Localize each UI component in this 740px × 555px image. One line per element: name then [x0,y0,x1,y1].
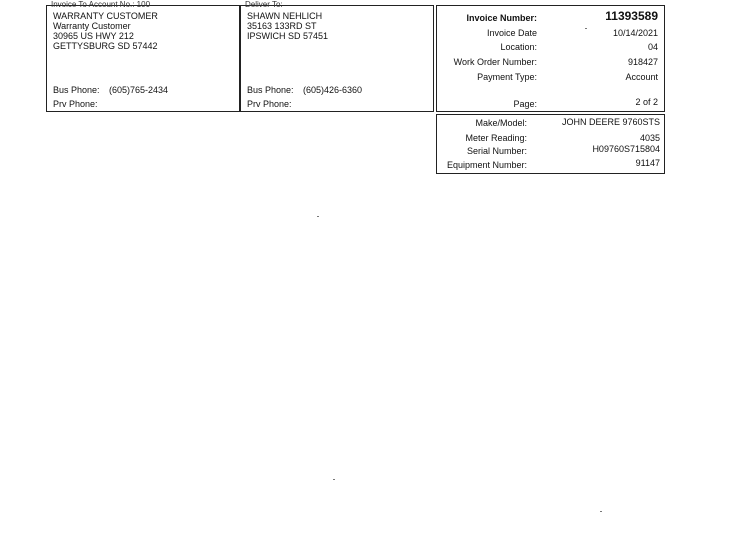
invoice-number-label: Invoice Number: [466,13,537,23]
deliver-to-city: IPSWICH SD 57451 [247,31,329,41]
bill-to-header: Invoice To Account No.: 100 [51,0,151,9]
bill-to-address: 30965 US HWY 212 [53,31,134,41]
deliver-to-bus-phone: (605)426-6360 [303,85,363,95]
make-model-value: JOHN DEERE 9760STS [561,117,660,127]
scan-speck [585,28,587,29]
serial-number-label: Serial Number: [466,146,527,156]
scan-speck [333,479,335,480]
equipment-box [436,114,665,174]
deliver-to-box [240,0,434,112]
invoice-date-label: Invoice Date [486,28,537,38]
bill-to-city: GETTYSBURG SD 57442 [53,41,158,51]
work-order-label: Work Order Number: [453,57,537,67]
bill-to-bus-phone: (605)765-2434 [109,85,169,95]
payment-type-value: Account [625,72,658,82]
work-order-value: 918427 [627,57,658,67]
scan-speck [600,511,602,512]
page-value: 2 of 2 [635,97,658,107]
invoice-info-box [436,5,665,112]
invoice-number: 11393589 [605,9,658,23]
meter-reading-label: Meter Reading: [465,133,527,143]
deliver-to-prv-phone-label: Prv Phone: [247,99,292,109]
location-value: 04 [647,42,658,52]
bill-to-prv-phone-label: Prv Phone: [53,99,98,109]
bill-to-bus-phone-label: Bus Phone: [53,85,100,95]
bill-to-contact: Warranty Customer [53,21,131,31]
scan-speck [317,216,319,217]
equipment-number-value: 91147 [635,158,660,168]
equipment-number-label: Equipment Number: [446,160,527,170]
deliver-to-bus-phone-label: Bus Phone: [247,85,294,95]
serial-number-value: H09760S715804 [592,144,660,154]
make-model-label: Make/Model: [475,118,527,128]
bill-to-box [46,0,240,112]
bill-to-name: WARRANTY CUSTOMER [53,11,158,21]
meter-reading-value: 4035 [639,133,660,143]
page-label: Page: [513,99,537,109]
invoice-date: 10/14/2021 [612,28,658,38]
payment-type-label: Payment Type: [477,72,537,82]
deliver-to-name: SHAWN NEHLICH [247,11,323,21]
deliver-to-address: 35163 133RD ST [247,21,317,31]
deliver-to-header: Deliver To: [245,0,283,9]
location-label: Location: [500,42,537,52]
